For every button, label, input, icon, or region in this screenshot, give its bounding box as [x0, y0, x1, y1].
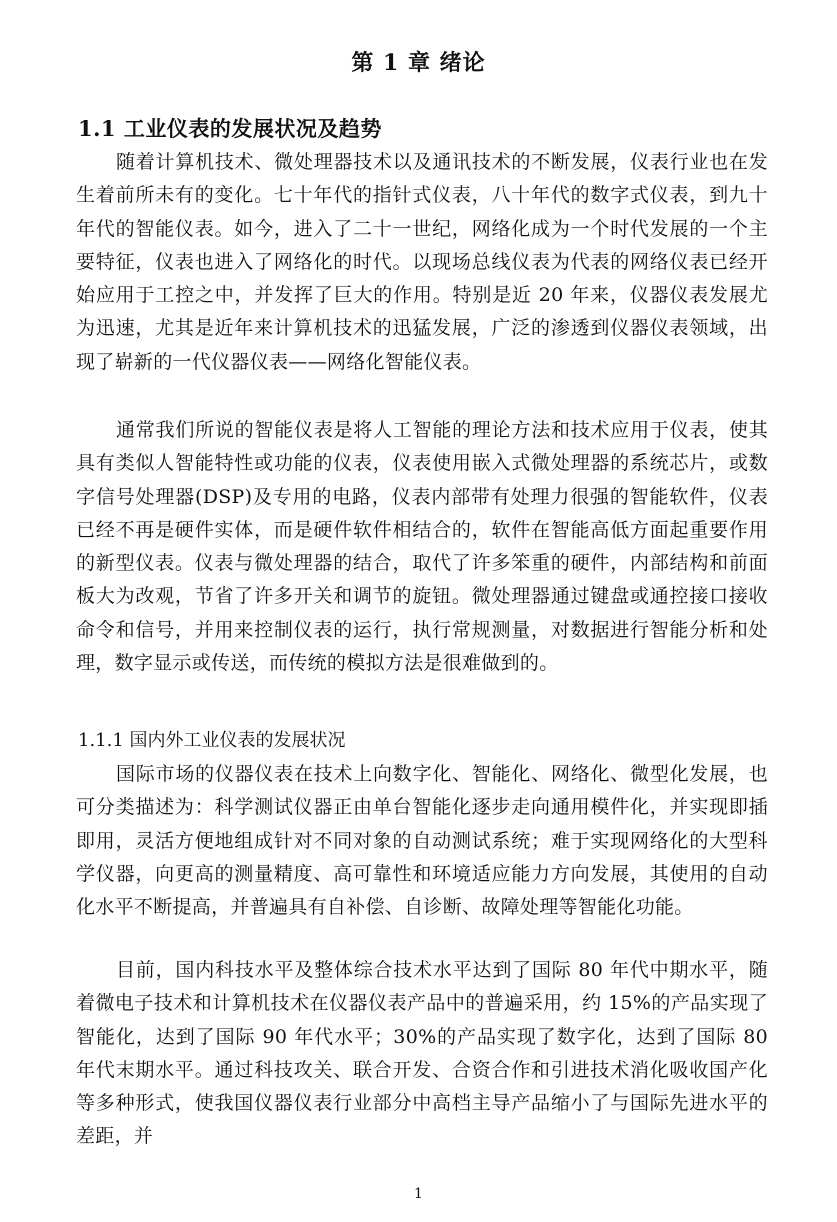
- paragraph-2: 通常我们所说的智能仪表是将人工智能的理论方法和技术应用于仪表，使其具有类似人智能特性或功能的仪表，仪表使用嵌入式微处理器的系统芯片，或数字信号处理器(DSP)及专用的电路，仪表内部带有处理力很强的智能软件，仪表已经不再是硬件实体，而是硬件软件相结合的，软件在智能高低方面起重要作用的新型仪表。仪表与微处理器的结合，取代了许多笨重的硬件，内部结构和前面板大为改观，节省了许多开关和调节的旋钮。微处理器通过键盘或通控接口接收命令和信号，并用来控制仪表的运行，执行常规测量，对数据进行智能分析和处理，数字显示或传送，而传统的模拟方法是很难做到的。: [76, 419, 768, 675]
- subsection-title: 1.1.1 国内外工业仪表的发展状况: [78, 730, 346, 751]
- section-title: 1.1 工业仪表的发展状况及趋势: [78, 116, 382, 141]
- page-number: 1: [414, 1186, 423, 1202]
- paragraph-1: 随着计算机技术、微处理器技术以及通讯技术的不断发展，仪表行业也在发生着前所未有的变化。七十年代的指针式仪表，八十年代的数字式仪表，到九十年代的智能仪表。如今，进入了二十一世纪，网络化成为一个时代发展的一个主要特征，仪表也进入了网络化的时代。以现场总线仪表为代表的网络仪表已经开始应用于工控之中，并发挥了巨大的作用。特别是近 20 年来，仪器仪表发展尤为迅速，尤其是近年来计算机技术的迅猛发展，广泛的渗透到仪器仪表领域，出现了崭新的一代仪器仪表——网络化智能仪表。: [76, 151, 768, 373]
- paragraph-3: 国际市场的仪器仪表在技术上向数字化、智能化、网络化、微型化发展，也可分类描述为：科学测试仪器正由单台智能化逐步走向通用模件化，并实现即插即用，灵活方便地组成针对不同对象的自动测试系统；难于实现网络化的大型科学仪器，向更高的测量精度、高可靠性和环境适应能力方向发展，其使用的自动化水平不断提高，并普遍具有自补偿、自诊断、故障处理等智能化功能。: [76, 763, 768, 919]
- paragraph-4: 目前，国内科技水平及整体综合技术水平达到了国际 80 年代中期水平，随着微电子技术和计算机技术在仪器仪表产品中的普遍采用，约 15%的产品实现了智能化，达到了国际 90 年代水平；30%的产品实现了数字化，达到了国际 80 年代末期水平。通过科技攻关、联合开发、合资合作和引进技术消化吸收国产化等多种形式，使我国仪器仪表行业部分中高档主导产品缩小了与国际先进水平的差距，并: [76, 959, 768, 1148]
- chapter-title: 第 1 章 绪论: [351, 50, 486, 76]
